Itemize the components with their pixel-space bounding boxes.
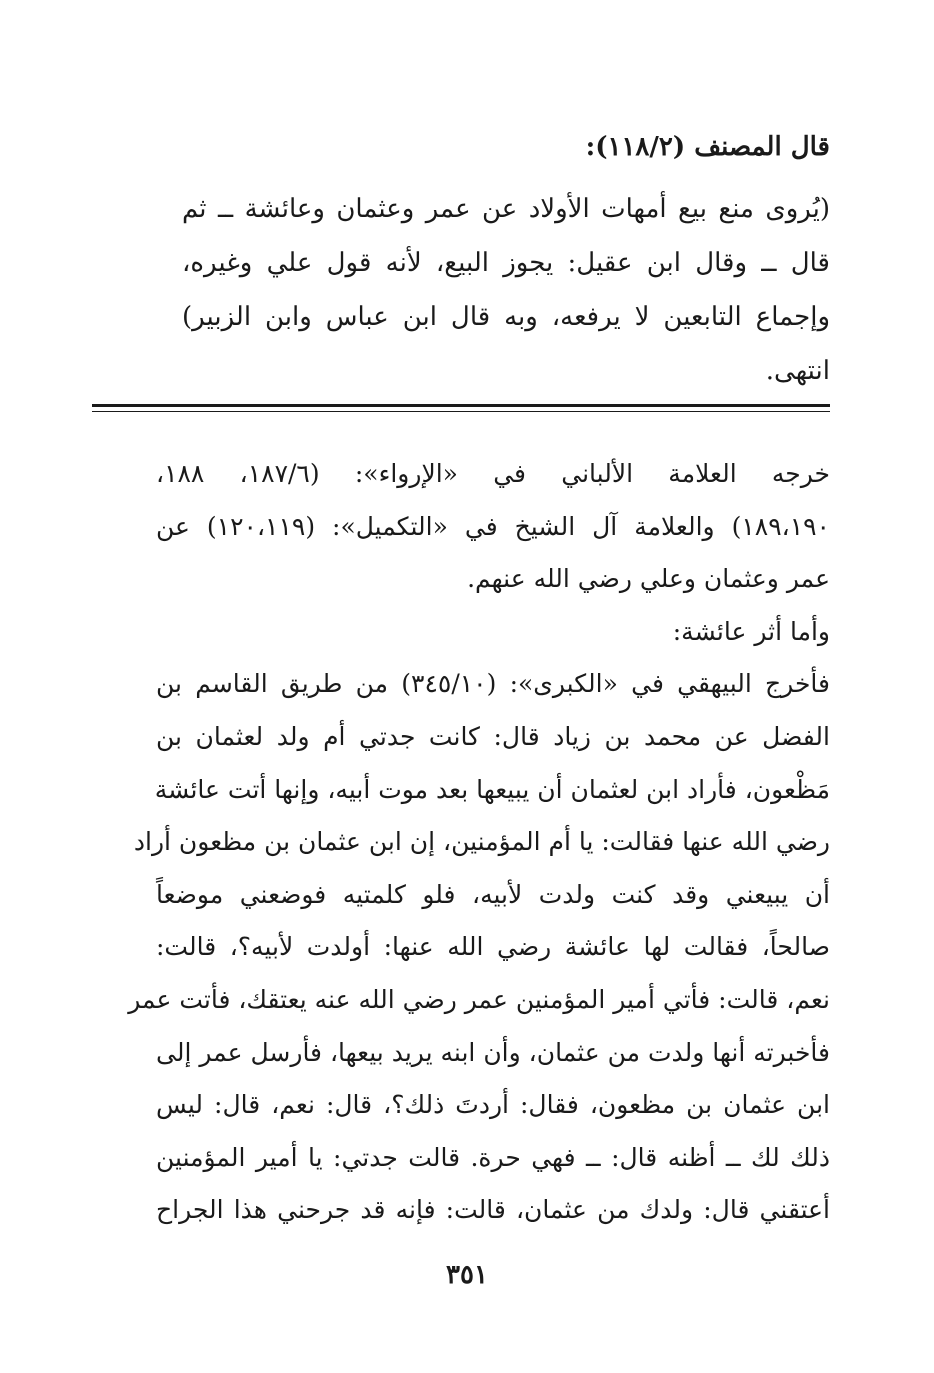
body-line: مَظْعون، فأراد ابن لعثمان أن يبيعها بعد موت أبيه، وإنها أتت عائشة (154, 774, 830, 804)
body-line: وأما أثر عائشة: (672, 616, 830, 646)
quote-line: (يُروى منع بيع أمهات الأولاد عن عمر وعثمان وعائشة ــ ثم (182, 194, 830, 224)
body-line: ذلك لك ــ أظنه قال: ــ فهي حرة. قالت جدتي: يا أمير المؤمنين (156, 1142, 830, 1172)
divider-thin (92, 411, 830, 412)
body-line: ابن عثمان بن مظعون، فقال: أردتَ ذلك؟، قال: نعم، قال: ليس (156, 1090, 830, 1120)
body-line: صالحاً، فقالت لها عائشة رضي الله عنها: أولدت لأبيه؟، قالت: (156, 932, 830, 962)
body-line: ١٨٩،١٩٠) والعلامة آل الشيخ في «التكميل»: (١٢٠،١١٩) عن (156, 511, 830, 541)
commentary-text-block (128, 448, 831, 1237)
body-line: عمر وعثمان وعلي رضي الله عنهم. (467, 564, 830, 594)
divider-thick (92, 404, 830, 407)
body-line: فأخرج البيهقي في «الكبرى»: (٣٤٥/١٠) من طريق القاسم بن (156, 669, 830, 699)
body-line: نعم، قالت: فأتي أمير المؤمنين عمر رضي الله عنه يعتقك، فأتت عمر (128, 984, 830, 1014)
quote-line: وإجماع التابعين لا يرفعه، وبه قال ابن عباس وابن الزبير) (182, 302, 830, 332)
body-line: الفضل عن محمد بن زياد قال: كانت جدتي أم ولد لعثمان بن (156, 721, 830, 751)
body-line: أعتقني قال: ولدك من عثمان، قالت: فإنه قد جرحني هذا الجراح (156, 1195, 830, 1225)
body-line: أن يبيعني وقد كنت ولدت لأبيه، فلو كلمتيه فوضعني موضعاً (156, 879, 830, 909)
body-line: رضي الله عنها فقالت: يا أم المؤمنين، إن ابن عثمان بن مظعون أراد (133, 827, 830, 857)
quote-line: انتهى. (765, 356, 830, 386)
quoted-text-block (182, 182, 830, 398)
section-heading: قال المصنف (١١٨/٢): (585, 132, 830, 162)
body-line: خرجه العلامة الألباني في «الإرواء»: (١٨٧/٦، ١٨٨، (156, 459, 831, 488)
page-number: ٣٥١ (446, 1260, 488, 1290)
body-line: فأخبرته أنها ولدت من عثمان، وأن ابنه يريد بيعها، فأرسل عمر إلى (156, 1037, 830, 1067)
quote-line: قال ــ وقال ابن عقيل: يجوز البيع، لأنه قول علي وغيره، (182, 248, 830, 278)
